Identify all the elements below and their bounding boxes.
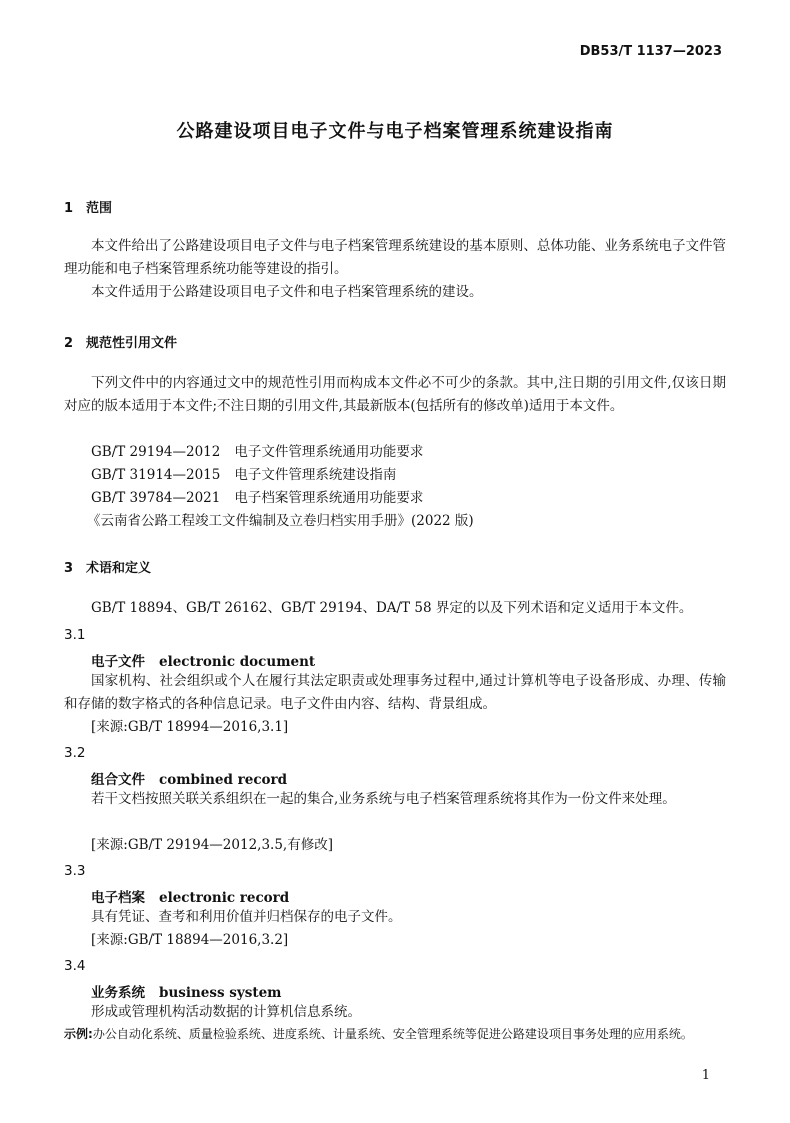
example-text: 办公自动化系统、质量检验系统、进度系统、计量系统、安全管理系统等促进公路建设项目事务处理的应用系统。	[92, 1027, 693, 1041]
section-number: 1	[64, 201, 74, 216]
section-3-heading	[64, 557, 151, 576]
standard-code: DB53/T 1137—2023	[579, 44, 722, 59]
reference-item	[91, 464, 396, 487]
term-zh: 组合文件	[91, 772, 145, 788]
example-label: 示例:	[64, 1027, 93, 1041]
term-heading	[91, 981, 281, 1001]
term-number: 3.1	[64, 627, 86, 643]
term-zh: 电子文件	[91, 654, 145, 670]
paragraph: GB/T 18894、GB/T 26162、GB/T 29194、DA/T 58 界定的以及下列术语和定义适用于本文件。	[91, 600, 693, 616]
term-heading	[91, 886, 289, 906]
term-source: [来源:GB/T 18894—2016,3.2]	[91, 932, 289, 948]
term-zh: 业务系统	[91, 985, 145, 1001]
section-number: 3	[64, 561, 74, 576]
section-number: 2	[64, 336, 74, 351]
reference-code: GB/T 29194—2012	[91, 444, 221, 460]
page-number: 1	[701, 1068, 710, 1083]
term-en: electronic document	[159, 654, 316, 670]
term-zh: 电子档案	[91, 890, 145, 906]
section-title: 规范性引用文件	[86, 336, 178, 351]
term-source: [来源:GB/T 18994—2016,3.1]	[91, 719, 289, 735]
term-en: electronic record	[159, 890, 290, 906]
term-heading	[91, 768, 287, 788]
section-title: 术语和定义	[86, 561, 152, 576]
paragraph: 本文件适用于公路建设项目电子文件和电子档案管理系统的建设。	[91, 284, 483, 300]
paragraph: 下列文件中的内容通过文中的规范性引用而构成本文件必不可少的条款。其中,注日期的引用文件,仅该日期对应的版本适用于本文件;不注日期的引用文件,其最新版本(包括所有的修改单)适用于本文件。	[64, 375, 726, 414]
term-definition: 若干文档按照关联关系组织在一起的集合,业务系统与电子档案管理系统将其作为一份文件来处理。	[91, 791, 676, 807]
term-number: 3.2	[64, 745, 86, 761]
reference-code: GB/T 31914—2015	[91, 467, 221, 483]
reference-item	[91, 441, 423, 464]
section-1-heading	[64, 197, 112, 216]
term-number: 3.3	[64, 863, 86, 879]
reference-code: GB/T 39784—2021	[91, 490, 221, 506]
reference-item	[91, 487, 423, 510]
term-example	[64, 1024, 726, 1044]
paragraph: 本文件给出了公路建设项目电子文件与电子档案管理系统建设的基本原则、总体功能、业务系统电子文件管理功能和电子档案管理系统功能等建设的指引。	[64, 238, 726, 277]
document-title: 公路建设项目电子文件与电子档案管理系统建设指南	[176, 121, 614, 142]
term-en: combined record	[159, 772, 288, 788]
reference-manual: 《云南省公路工程竣工文件编制及立卷归档实用手册》(2022 版)	[87, 513, 474, 529]
reference-name: 电子文件管理系统建设指南	[234, 467, 397, 483]
term-number: 3.4	[64, 958, 86, 974]
term-definition: 形成或管理机构活动数据的计算机信息系统。	[91, 1004, 361, 1020]
reference-name: 电子文件管理系统通用功能要求	[234, 444, 424, 460]
reference-name: 电子档案管理系统通用功能要求	[234, 490, 424, 506]
term-definition: 国家机构、社会组织或个人在履行其法定职责或处理事务过程中,通过计算机等电子设备形成、办理、传输和存储的数字格式的各种信息记录。电子文件由内容、结构、背景组成。	[64, 673, 726, 712]
term-en: business system	[159, 985, 282, 1001]
term-heading	[91, 650, 315, 670]
section-title: 范围	[86, 201, 113, 216]
section-2-heading	[64, 332, 177, 351]
term-definition: 具有凭证、查考和利用价值并归档保存的电子文件。	[91, 909, 402, 925]
term-source: [来源:GB/T 29194—2012,3.5,有修改]	[91, 837, 333, 853]
